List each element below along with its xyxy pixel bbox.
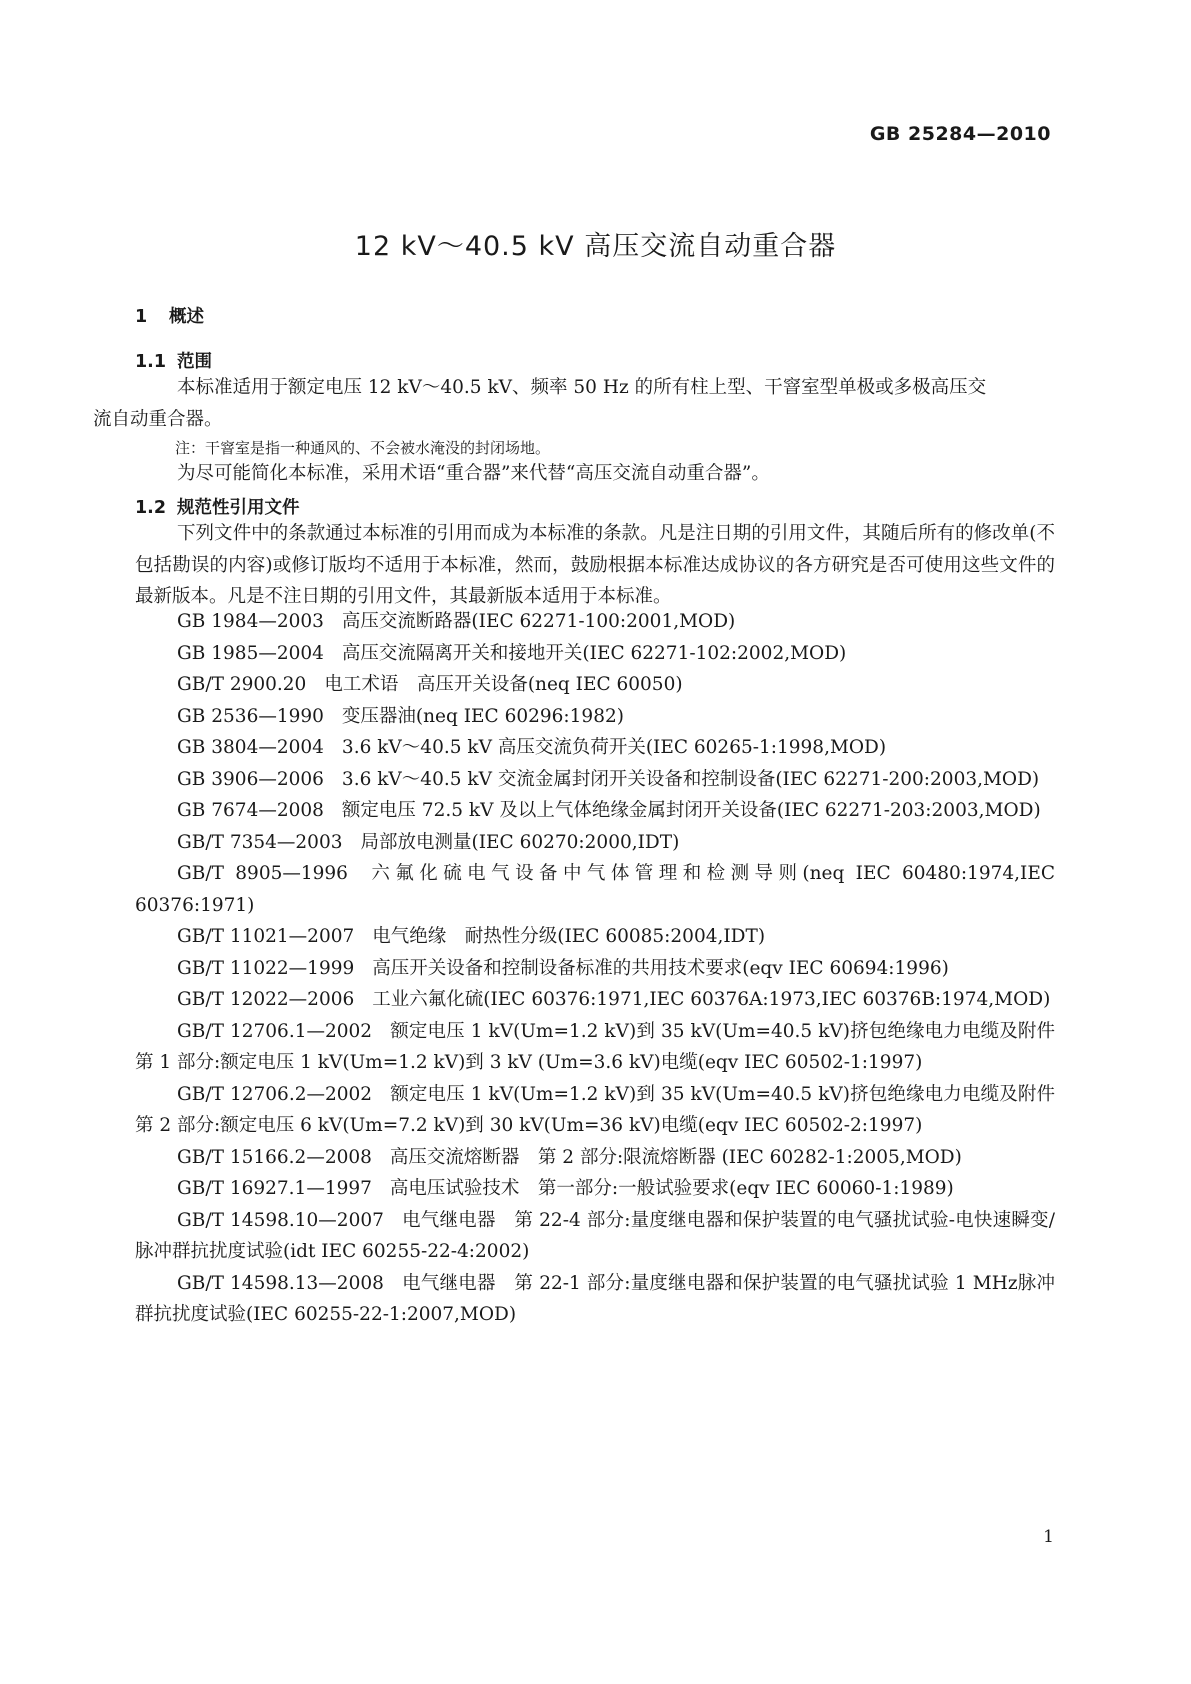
scope-note: 注：干窨室是指一种通风的、不会被水淹没的封闭场地。	[175, 439, 551, 457]
reference-entry	[135, 1268, 1055, 1331]
reference-title: 电气继电器 第 22-4 部分:量度继电器和保护装置的电气骚扰试验-电快速瞬变/脉冲群抗扰度试验(idt IEC 60255-22-4:2002)	[135, 1209, 1055, 1262]
reference-code: GB 7674—2008	[177, 800, 324, 821]
reference-code: GB/T 2900.20	[177, 674, 307, 695]
reference-entry	[135, 953, 1055, 985]
reference-entry	[135, 732, 1055, 764]
scope-paragraph-1	[93, 372, 1055, 435]
reference-code: GB/T 11021—2007	[177, 926, 355, 947]
reference-code: GB/T 12022—2006	[177, 989, 355, 1010]
section-1-heading	[135, 303, 204, 328]
reference-entry	[135, 1142, 1055, 1174]
reference-entry	[135, 1079, 1074, 1142]
reference-title: 电气绝缘 耐热性分级(IEC 60085:2004,IDT)	[372, 926, 766, 947]
reference-title: 高压交流隔离开关和接地开关(IEC 62271-102:2002,MOD)	[341, 642, 847, 664]
reference-entry	[135, 669, 1055, 701]
reference-code: GB/T 7354—2003	[177, 831, 343, 853]
reference-code: GB 3906—2006	[177, 768, 324, 790]
reference-title: 额定电压 1 kV(Um=1.2 kV)到 35 kV(Um=40.5 kV)挤包绝缘电力电缆及附件 第 2 部分:额定电压 6 kV(Um=7.2 kV)到 30 kV(Um=36 kV)电缆(eqv IEC 60502-2:1997)	[135, 1083, 1074, 1136]
reference-entry	[135, 764, 1055, 796]
section-1-2-title: 规范性引用文件	[177, 498, 300, 518]
section-1-title: 概述	[169, 307, 204, 327]
reference-title: 高压开关设备和控制设备标准的共用技术要求(eqv IEC 60694:1996)	[372, 957, 949, 979]
reference-title: 变压器油(neq IEC 60296:1982)	[341, 705, 624, 727]
reference-code: GB/T 14598.13—2008	[177, 1272, 384, 1294]
reference-code: GB/T 12706.1—2002	[177, 1020, 373, 1042]
reference-code: GB 3804—2004	[177, 737, 324, 758]
reference-title: 额定电压 1 kV(Um=1.2 kV)到 35 kV(Um=40.5 kV)挤包绝缘电力电缆及附件 第 1 部分:额定电压 1 kV(Um=1.2 kV)到 3 kV (Um=3.6 kV)电缆(eqv IEC 60502-1:1997)	[135, 1020, 1074, 1073]
section-1-1-number: 1.1	[135, 352, 167, 372]
normative-intro: 下列文件中的条款通过本标准的引用而成为本标准的条款。凡是注日期的引用文件，其随后所有的修改单(不包括勘误的内容)或修订版均不适用于本标准，然而，鼓励根据本标准达成协议的各方研究是否可使用这些文件的最新版本。凡是不注日期的引用文件，其最新版本适用于本标准。	[135, 523, 1055, 607]
section-1-2-number: 1.2	[135, 498, 167, 518]
reference-title: 高压交流熔断器 第 2 部分:限流熔断器 (IEC 60282-1:2005,MOD)	[389, 1146, 962, 1168]
reference-title: 电工术语 高压开关设备(neq IEC 60050)	[324, 674, 683, 695]
section-1-1-heading	[135, 348, 212, 373]
reference-title: 高电压试验技术 第一部分:一般试验要求(eqv IEC 60060-1:1989)	[389, 1178, 954, 1199]
reference-entry	[135, 984, 1055, 1016]
reference-entry	[135, 1173, 1055, 1205]
reference-code: GB 2536—1990	[177, 705, 324, 727]
reference-code: GB/T 8905—1996	[177, 863, 348, 884]
reference-entry	[135, 795, 1055, 827]
section-1-1-title: 范围	[177, 352, 212, 372]
page-number: 1	[1043, 1527, 1054, 1547]
reference-code: GB/T 14598.10—2007	[177, 1209, 384, 1231]
reference-title: 六氟化硫电气设备中气体管理和检测导则(neq IEC 60480:1974,IEC 60376:1971)	[135, 863, 1055, 916]
reference-code: GB 1985—2004	[177, 642, 324, 664]
reference-code: GB/T 12706.2—2002	[177, 1083, 373, 1105]
reference-code: GB 1984—2003	[177, 611, 324, 632]
reference-code: GB/T 11022—1999	[177, 957, 355, 979]
reference-title: 3.6 kV～40.5 kV 高压交流负荷开关(IEC 60265-1:1998,MOD)	[341, 737, 887, 758]
reference-title: 局部放电测量(IEC 60270:2000,IDT)	[360, 831, 680, 853]
reference-title: 高压交流断路器(IEC 62271-100:2001,MOD)	[341, 611, 736, 632]
reference-entry	[135, 638, 1055, 670]
section-1-2-heading	[135, 494, 300, 519]
reference-title: 电气继电器 第 22-1 部分:量度继电器和保护装置的电气骚扰试验 1 MHz脉冲群抗扰度试验(IEC 60255-22-1:2007,MOD)	[135, 1272, 1055, 1325]
reference-entry	[135, 1205, 1055, 1268]
scope-paragraph-2: 为尽可能简化本标准，采用术语“重合器”来代替“高压交流自动重合器”。	[177, 463, 770, 484]
scope-line-2: 流自动重合器。	[93, 408, 223, 430]
reference-entry	[135, 701, 1055, 733]
reference-entry	[135, 921, 1055, 953]
reference-entry	[135, 858, 1055, 921]
reference-entry	[135, 827, 1055, 859]
reference-entry	[135, 606, 1055, 638]
page-title: 12 kV～40.5 kV 高压交流自动重合器	[354, 231, 837, 262]
standard-code-header: GB 25284—2010	[869, 123, 1051, 145]
reference-title: 额定电压 72.5 kV 及以上气体绝缘金属封闭开关设备(IEC 62271-203:2003,MOD)	[341, 800, 1041, 821]
scope-line-1: 本标准适用于额定电压 12 kV～40.5 kV、频率 50 Hz 的所有柱上型、干窨室型单极或多极高压交	[177, 377, 987, 398]
reference-title: 工业六氟化硫(IEC 60376:1971,IEC 60376A:1973,IEC 60376B:1974,MOD)	[372, 989, 1051, 1010]
section-1-number: 1	[135, 307, 148, 327]
reference-title: 3.6 kV～40.5 kV 交流金属封闭开关设备和控制设备(IEC 62271-200:2003,MOD)	[341, 768, 1040, 790]
reference-code: GB/T 16927.1—1997	[177, 1178, 372, 1199]
reference-code: GB/T 15166.2—2008	[177, 1146, 372, 1168]
reference-list	[0, 606, 1191, 1331]
reference-entry	[135, 1016, 1074, 1079]
